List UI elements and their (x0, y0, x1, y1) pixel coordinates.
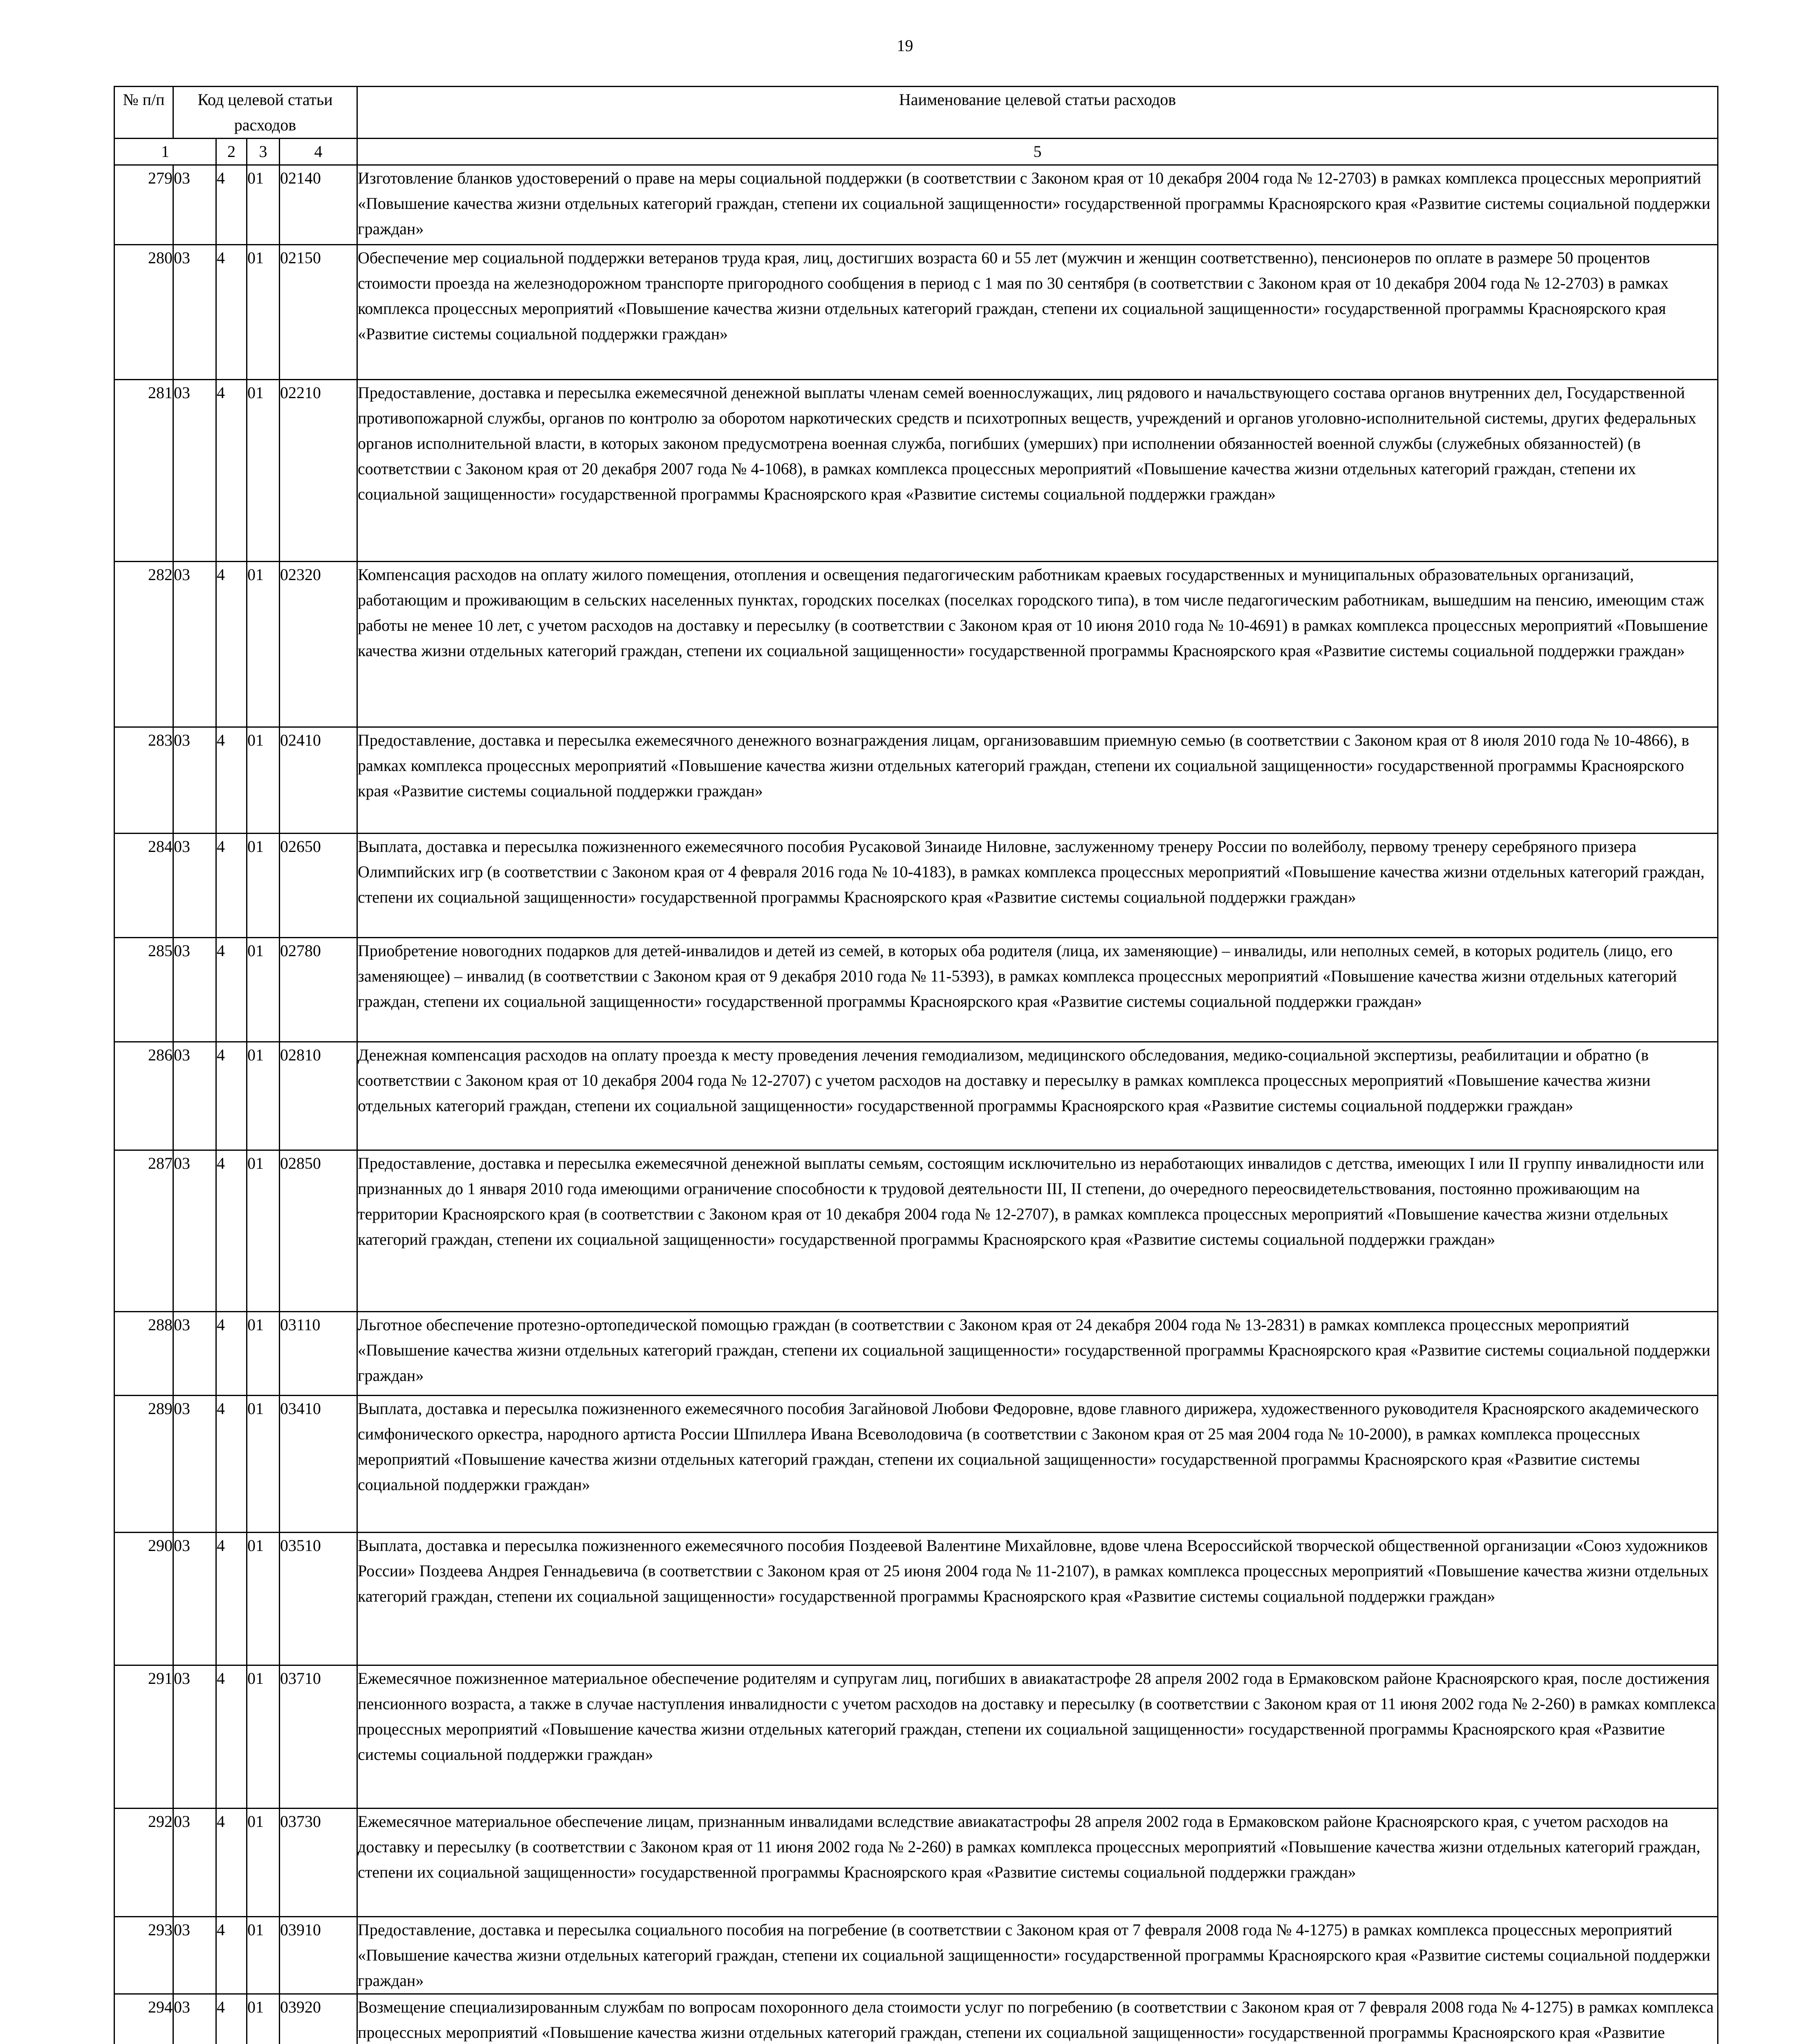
table-row (114, 1665, 1718, 1809)
code-part-3: 01 (247, 834, 280, 938)
row-number: 290 (114, 1533, 173, 1665)
code-part-3: 01 (247, 938, 280, 1042)
item-name: Ежемесячное материальное обеспечение лицам, признанным инвалидами вследствие авиакатастрофы 28 апреля 2002 года в Ермаковском районе Красноярского края, с учетом расходов на доставку и пересылку (в соответствии с Законом края от 11 июня 2002 года № 2-260) в рамках комплекса процессных мероприятий «Повышение качества жизни отдельных категорий граждан, степени их социальной защищенности» государственной программы Красноярского края «Развитие системы социальной поддержки граждан» (357, 1809, 1718, 1917)
code-part-3: 01 (247, 1809, 280, 1917)
code-part-1: 03 (173, 938, 216, 1042)
code-part-4: 02780 (280, 938, 357, 1042)
code-part-4: 02140 (280, 165, 357, 245)
table-row (114, 938, 1718, 1042)
code-part-2: 4 (216, 380, 247, 562)
table-row (114, 1396, 1718, 1533)
row-number: 293 (114, 1917, 173, 1994)
code-part-2: 4 (216, 1809, 247, 1917)
table-row (114, 1150, 1718, 1312)
item-name: Предоставление, доставка и пересылка ежемесячной денежной выплаты членам семей военнослужащих, лиц рядового и начальствующего состава органов внутренних дел, Государственной противопожарной службы, органов по контролю за оборотом наркотических средств и психотропных веществ, учреждений и органов уголовно-исполнительной системы, других федеральных органов исполнительной власти, в которых законом предусмотрена военная служба, погибших (умерших) при исполнении обязанностей военной службы (служебных обязанностей) (в соответствии с Законом края от 20 декабря 2007 года № 4-1068), в рамках комплекса процессных мероприятий «Повышение качества жизни отдельных категорий граждан, степени их социальной защищенности» государственной программы Красноярского края «Развитие системы социальной поддержки граждан» (357, 380, 1718, 562)
code-part-4: 03510 (280, 1533, 357, 1665)
row-number: 294 (114, 1994, 173, 2044)
column-number-3: 3 (247, 139, 280, 165)
code-part-4: 03920 (280, 1994, 357, 2044)
table-row (114, 380, 1718, 562)
row-number: 280 (114, 245, 173, 380)
code-part-1: 03 (173, 727, 216, 834)
code-part-2: 4 (216, 727, 247, 834)
code-part-3: 01 (247, 1533, 280, 1665)
table-row (114, 1809, 1718, 1917)
code-part-2: 4 (216, 1150, 247, 1312)
code-part-1: 03 (173, 1312, 216, 1396)
code-part-2: 4 (216, 562, 247, 727)
item-name: Выплата, доставка и пересылка пожизненного ежемесячного пособия Поздеевой Валентине Михайловне, вдове члена Всероссийской творческой общественной организации «Союз художников России» Поздеева Андрея Геннадьевича (в соответствии с Законом края от 25 июня 2004 года № 11-2107), в рамках комплекса процессных мероприятий «Повышение качества жизни отдельных категорий граждан, степени их социальной защищенности» государственной программы Красноярского края «Развитие системы социальной поддержки граждан» (357, 1533, 1718, 1665)
table-row (114, 562, 1718, 727)
code-part-3: 01 (247, 1312, 280, 1396)
item-name: Предоставление, доставка и пересылка социального пособия на погребение (в соответствии с Законом края от 7 февраля 2008 года № 4-1275) в рамках комплекса процессных мероприятий «Повышение качества жизни отдельных категорий граждан, степени их социальной защищенности» государственной программы Красноярского края «Развитие системы социальной поддержки граждан» (357, 1917, 1718, 1994)
code-part-2: 4 (216, 1396, 247, 1533)
table-row (114, 1312, 1718, 1396)
code-part-2: 4 (216, 1917, 247, 1994)
code-part-4: 02650 (280, 834, 357, 938)
column-number-4: 4 (280, 139, 357, 165)
code-part-1: 03 (173, 165, 216, 245)
code-part-1: 03 (173, 562, 216, 727)
table-header-row (114, 87, 1718, 139)
code-part-1: 03 (173, 1533, 216, 1665)
column-number-2: 2 (216, 139, 247, 165)
code-part-3: 01 (247, 562, 280, 727)
row-number: 292 (114, 1809, 173, 1917)
column-number-5: 5 (357, 139, 1718, 165)
code-part-1: 03 (173, 1042, 216, 1150)
page-number: 19 (897, 36, 913, 55)
table-row (114, 1533, 1718, 1665)
row-number: 284 (114, 834, 173, 938)
code-part-4: 02410 (280, 727, 357, 834)
code-part-1: 03 (173, 1917, 216, 1994)
table-row (114, 1042, 1718, 1150)
row-number: 283 (114, 727, 173, 834)
code-part-1: 03 (173, 1994, 216, 2044)
item-name: Предоставление, доставка и пересылка ежемесячной денежной выплаты семьям, состоящим исключительно из неработающих инвалидов с детства, имеющих I или II группу инвалидности или признанных до 1 января 2010 года имеющими ограничение способности к трудовой деятельности III, II степени, до очередного переосвидетельствования, постоянно проживающим на территории Красноярского края (в соответствии с Законом края от 10 декабря 2004 года № 12-2707), в рамках комплекса процессных мероприятий «Повышение качества жизни отдельных категорий граждан, степени их социальной защищенности» государственной программы Красноярского края «Развитие системы социальной поддержки граждан» (357, 1150, 1718, 1312)
code-part-4: 03730 (280, 1809, 357, 1917)
row-number: 288 (114, 1312, 173, 1396)
row-number: 291 (114, 1665, 173, 1809)
header-num: № п/п (114, 87, 173, 139)
code-part-3: 01 (247, 1917, 280, 1994)
code-part-3: 01 (247, 727, 280, 834)
row-number: 281 (114, 380, 173, 562)
code-part-4: 03110 (280, 1312, 357, 1396)
item-name: Выплата, доставка и пересылка пожизненного ежемесячного пособия Русаковой Зинаиде Ниловне, заслуженному тренеру России по волейболу, первому тренеру серебряного призера Олимпийских игр (в соответствии с Законом края от 4 февраля 2016 года № 10-4183), в рамках комплекса процессных мероприятий «Повышение качества жизни отдельных категорий граждан, степени их социальной защищенности» государственной программы Красноярского края «Развитие системы социальной поддержки граждан» (357, 834, 1718, 938)
header-code: Код целевой статьи расходов (173, 87, 357, 139)
row-number: 287 (114, 1150, 173, 1312)
code-part-2: 4 (216, 834, 247, 938)
item-name: Предоставление, доставка и пересылка ежемесячного денежного вознаграждения лицам, организовавшим приемную семью (в соответствии с Законом края от 8 июля 2010 года № 10-4866), в рамках комплекса процессных мероприятий «Повышение качества жизни отдельных категорий граждан, степени их социальной защищенности» государственной программы Красноярского края «Развитие системы социальной поддержки граждан» (357, 727, 1718, 834)
row-number: 286 (114, 1042, 173, 1150)
code-part-3: 01 (247, 165, 280, 245)
code-part-2: 4 (216, 938, 247, 1042)
code-part-4: 03910 (280, 1917, 357, 1994)
code-part-3: 01 (247, 1042, 280, 1150)
code-part-4: 03410 (280, 1396, 357, 1533)
code-part-3: 01 (247, 245, 280, 380)
table-row (114, 165, 1718, 245)
code-part-1: 03 (173, 1809, 216, 1917)
item-name: Выплата, доставка и пересылка пожизненного ежемесячного пособия Загайновой Любови Федоровне, вдове главного дирижера, художественного руководителя Красноярского академического симфонического оркестра, народного артиста России Шпиллера Ивана Всеволодовича (в соответствии с Законом края от 25 мая 2004 года № 10-2000), в рамках комплекса процессных мероприятий «Повышение качества жизни отдельных категорий граждан, степени их социальной защищенности» государственной программы Красноярского края «Развитие системы социальной поддержки граждан» (357, 1396, 1718, 1533)
table-row (114, 1917, 1718, 1994)
code-part-3: 01 (247, 380, 280, 562)
code-part-2: 4 (216, 1665, 247, 1809)
code-part-4: 02210 (280, 380, 357, 562)
code-part-4: 02850 (280, 1150, 357, 1312)
code-part-3: 01 (247, 1994, 280, 2044)
code-part-4: 02150 (280, 245, 357, 380)
code-part-4: 03710 (280, 1665, 357, 1809)
item-name: Приобретение новогодних подарков для детей-инвалидов и детей из семей, в которых оба родителя (лица, их заменяющие) – инвалиды, или неполных семей, в которых родитель (лицо, его заменяющее) – инвалид (в соответствии с Законом края от 9 декабря 2010 года № 11-5393), в рамках комплекса процессных мероприятий «Повышение качества жизни отдельных категорий граждан, степени их социальной защищенности» государственной программы Красноярского края «Развитие системы социальной поддержки граждан» (357, 938, 1718, 1042)
table-row (114, 245, 1718, 380)
item-name: Компенсация расходов на оплату жилого помещения, отопления и освещения педагогическим работникам краевых государственных и муниципальных образовательных организаций, работающим и проживающим в сельских населенных пунктах, городских поселках (поселках городского типа), в том числе педагогическим работникам, вышедшим на пенсию, имеющим стаж работы не менее 10 лет, с учетом расходов на доставку и пересылку (в соответствии с Законом края от 10 июня 2010 года № 10-4691) в рамках комплекса процессных мероприятий «Повышение качества жизни отдельных категорий граждан, степени их социальной защищенности» государственной программы Красноярского края «Развитие системы социальной поддержки граждан» (357, 562, 1718, 727)
row-number: 289 (114, 1396, 173, 1533)
item-name: Ежемесячное пожизненное материальное обеспечение родителям и супругам лиц, погибших в авиакатастрофе 28 апреля 2002 года в Ермаковском районе Красноярского края, после достижения пенсионного возраста, а также в случае наступления инвалидности с учетом расходов на доставку и пересылку (в соответствии с Законом края от 11 июня 2002 года № 2-260) в рамках комплекса процессных мероприятий «Повышение качества жизни отдельных категорий граждан, степени их социальной защищенности» государственной программы Красноярского края «Развитие системы социальной поддержки граждан» (357, 1665, 1718, 1809)
code-part-1: 03 (173, 380, 216, 562)
row-number: 282 (114, 562, 173, 727)
code-part-1: 03 (173, 1396, 216, 1533)
item-name: Изготовление бланков удостоверений о праве на меры социальной поддержки (в соответствии с Законом края от 10 декабря 2004 года № 12-2703) в рамках комплекса процессных мероприятий «Повышение качества жизни отдельных категорий граждан, степени их социальной защищенности» государственной программы Красноярского края «Развитие системы социальной поддержки граждан» (357, 165, 1718, 245)
table-row (114, 834, 1718, 938)
row-number: 285 (114, 938, 173, 1042)
target-items-table (114, 86, 1718, 2044)
item-name: Возмещение специализированным службам по вопросам похоронного дела стоимости услуг по погребению (в соответствии с Законом края от 7 февраля 2008 года № 4-1275) в рамках комплекса процессных мероприятий «Повышение качества жизни отдельных категорий граждан, степени их социальной защищенности» государственной программы Красноярского края «Развитие (357, 1994, 1718, 2044)
item-name: Обеспечение мер социальной поддержки ветеранов труда края, лиц, достигших возраста 60 и 55 лет (мужчин и женщин соответственно), пенсионеров по оплате в размере 50 процентов стоимости проезда на железнодорожном транспорте пригородного сообщения в период с 1 мая по 30 сентября (в соответствии с Законом края от 10 декабря 2004 года № 12-2703) в рамках комплекса процессных мероприятий «Повышение качества жизни отдельных категорий граждан, степени их социальной защищенности» государственной программы Красноярского края «Развитие системы социальной поддержки граждан» (357, 245, 1718, 380)
code-part-3: 01 (247, 1396, 280, 1533)
code-part-2: 4 (216, 1994, 247, 2044)
code-part-2: 4 (216, 1042, 247, 1150)
code-part-1: 03 (173, 834, 216, 938)
table-row (114, 1994, 1718, 2044)
column-number-1: 1 (114, 139, 216, 165)
code-part-4: 02320 (280, 562, 357, 727)
column-number-row (114, 139, 1718, 165)
row-number: 279 (114, 165, 173, 245)
table-row (114, 727, 1718, 834)
header-name: Наименование целевой статьи расходов (357, 87, 1718, 139)
code-part-3: 01 (247, 1150, 280, 1312)
code-part-1: 03 (173, 1150, 216, 1312)
code-part-3: 01 (247, 1665, 280, 1809)
code-part-2: 4 (216, 1312, 247, 1396)
item-name: Льготное обеспечение протезно-ортопедической помощью граждан (в соответствии с Законом края от 24 декабря 2004 года № 13-2831) в рамках комплекса процессных мероприятий «Повышение качества жизни отдельных категорий граждан, степени их социальной защищенности» государственной программы Красноярского края «Развитие системы социальной поддержки граждан» (357, 1312, 1718, 1396)
code-part-4: 02810 (280, 1042, 357, 1150)
code-part-2: 4 (216, 245, 247, 380)
code-part-1: 03 (173, 245, 216, 380)
code-part-2: 4 (216, 165, 247, 245)
item-name: Денежная компенсация расходов на оплату проезда к месту проведения лечения гемодиализом, медицинского обследования, медико-социальной экспертизы, реабилитации и обратно (в соответствии с Законом края от 10 декабря 2004 года № 12-2707) с учетом расходов на доставку и пересылку в рамках комплекса процессных мероприятий «Повышение качества жизни отдельных категорий граждан, степени их социальной защищенности» государственной программы Красноярского края «Развитие системы социальной поддержки граждан» (357, 1042, 1718, 1150)
code-part-2: 4 (216, 1533, 247, 1665)
code-part-1: 03 (173, 1665, 216, 1809)
